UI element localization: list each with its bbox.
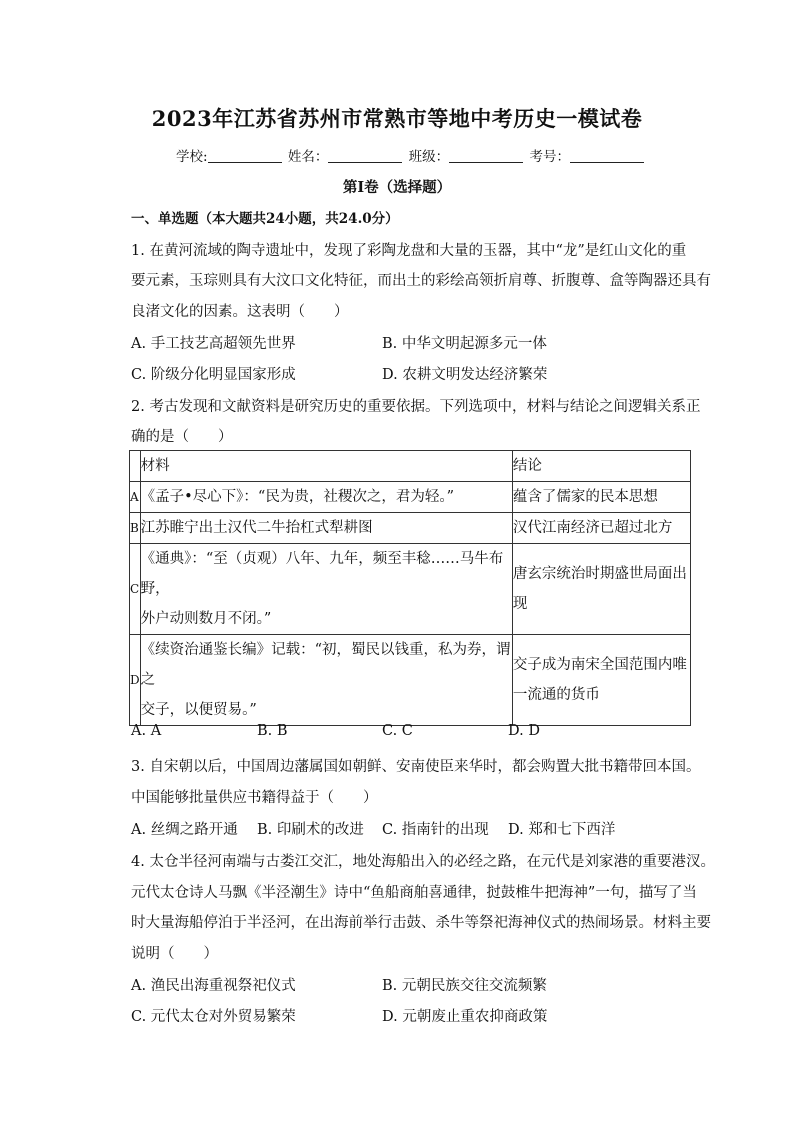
school-blank[interactable]	[208, 148, 282, 163]
q1-option-a[interactable]: A. 手工技艺高超领先世界	[131, 336, 296, 352]
q4-stem-line: 4. 太仓半径河南端与古娄江交汇，地处海船出入的必经之路，在元代是刘家港的重要港汊。	[131, 854, 715, 870]
student-info-line	[176, 145, 656, 165]
q2-option-a[interactable]: A. A	[131, 723, 162, 739]
q1-stem-line: 良渚文化的因素。这表明（ ）	[131, 304, 349, 320]
table-row	[130, 513, 691, 544]
row-label: D	[130, 635, 141, 726]
material-header: 材料	[140, 451, 512, 482]
q4-stem-line: 说明（ ）	[131, 946, 218, 962]
q3-option-d[interactable]: D. 郑和七下西洋	[508, 822, 616, 838]
q2-stem-line: 确的是（ ）	[131, 429, 233, 445]
row-label: C	[130, 544, 141, 635]
section-title: 第I卷（选择题）	[342, 179, 452, 196]
row-label: A	[130, 482, 141, 513]
page-title: 2023年江苏省苏州市常熟市等地中考历史一模试卷	[151, 106, 643, 131]
exam-number-blank[interactable]	[570, 148, 644, 163]
exam-number-label: 考号：	[529, 149, 570, 165]
class-label: 班级：	[408, 149, 450, 165]
q3-option-b[interactable]: B. 印刷术的改进	[257, 822, 364, 838]
q2-option-d[interactable]: D. D	[508, 723, 540, 739]
q1-option-b[interactable]: B. 中华文明起源多元一体	[382, 336, 547, 352]
q2-option-c[interactable]: C. C	[382, 723, 413, 739]
q3-option-c[interactable]: C. 指南针的出现	[382, 822, 489, 838]
row-label: B	[130, 513, 141, 544]
material-cell: 《续资治通鉴长编》记载：“初，蜀民以钱重，私为券，谓之 交子，以便贸易。”	[140, 635, 512, 726]
conclusion-header: 结论	[512, 451, 690, 482]
material-cell: 《孟子•尽心下》：“民为贵，社稷次之，君为轻。”	[140, 482, 512, 513]
name-blank[interactable]	[328, 148, 402, 163]
conclusion-cell: 唐玄宗统治时期盛世局面出 现	[512, 544, 690, 635]
materials-table	[129, 450, 691, 726]
material-cell: 《通典》：“至（贞观）八年、九年，频至丰稔……马牛布野， 外户动则数月不闭。”	[140, 544, 512, 635]
q1-stem-line: 要元素，玉琮则具有大汶口文化特征，而出土的彩绘高领折肩尊、折腹尊、盒等陶器还具有	[131, 273, 711, 289]
q4-stem-line: 时大量海船停泊于半泾河，在出海前举行击鼓、杀牛等祭祀海神仪式的热闹场景。材料主要	[131, 915, 711, 931]
q4-stem-line: 元代太仓诗人马飘《半泾潮生》诗中“鱼船商舶喜通律，挝鼓椎牛把海神”一句，描写了当	[131, 885, 697, 901]
q2-option-b[interactable]: B. B	[257, 723, 288, 739]
material-cell: 江苏睢宁出土汉代二牛抬杠式犁耕图	[140, 513, 512, 544]
part-title: 一、单选题（本大题共24小题，共24.0分）	[131, 211, 399, 227]
q3-option-a[interactable]: A. 丝绸之路开通	[131, 822, 238, 838]
table-row	[130, 482, 691, 513]
q4-option-a[interactable]: A. 渔民出海重视祭祀仪式	[131, 978, 296, 994]
conclusion-cell: 汉代江南经济已超过北方	[512, 513, 690, 544]
q4-option-b[interactable]: B. 元朝民族交往交流频繁	[382, 978, 547, 994]
table-header-row	[130, 451, 691, 482]
q1-option-d[interactable]: D. 农耕文明发达经济繁荣	[382, 367, 548, 383]
conclusion-cell: 交子成为南宋全国范围内唯 一流通的货币	[512, 635, 690, 726]
class-blank[interactable]	[449, 148, 523, 163]
q3-stem-line: 中国能够批量供应书籍得益于（ ）	[131, 790, 378, 806]
school-label: 学校:	[176, 149, 208, 165]
q1-option-c[interactable]: C. 阶级分化明显国家形成	[131, 367, 296, 383]
q1-stem-line: 1. 在黄河流域的陶寺遗址中，发现了彩陶龙盘和大量的玉器，其中“龙”是红山文化的重	[131, 243, 687, 259]
conclusion-cell: 蕴含了儒家的民本思想	[512, 482, 690, 513]
table-row	[130, 635, 691, 726]
table-row	[130, 544, 691, 635]
q4-option-d[interactable]: D. 元朝废止重农抑商政策	[382, 1009, 548, 1025]
q3-stem-line: 3. 自宋朝以后，中国周边藩属国如朝鲜、安南使臣来华时，都会购置大批书籍带回本国。	[131, 759, 701, 775]
q2-stem-line: 2. 考古发现和文献资料是研究历史的重要依据。下列选项中，材料与结论之间逻辑关系正	[131, 399, 701, 415]
q4-option-c[interactable]: C. 元代太仓对外贸易繁荣	[131, 1009, 296, 1025]
name-label: 姓名：	[287, 149, 329, 165]
